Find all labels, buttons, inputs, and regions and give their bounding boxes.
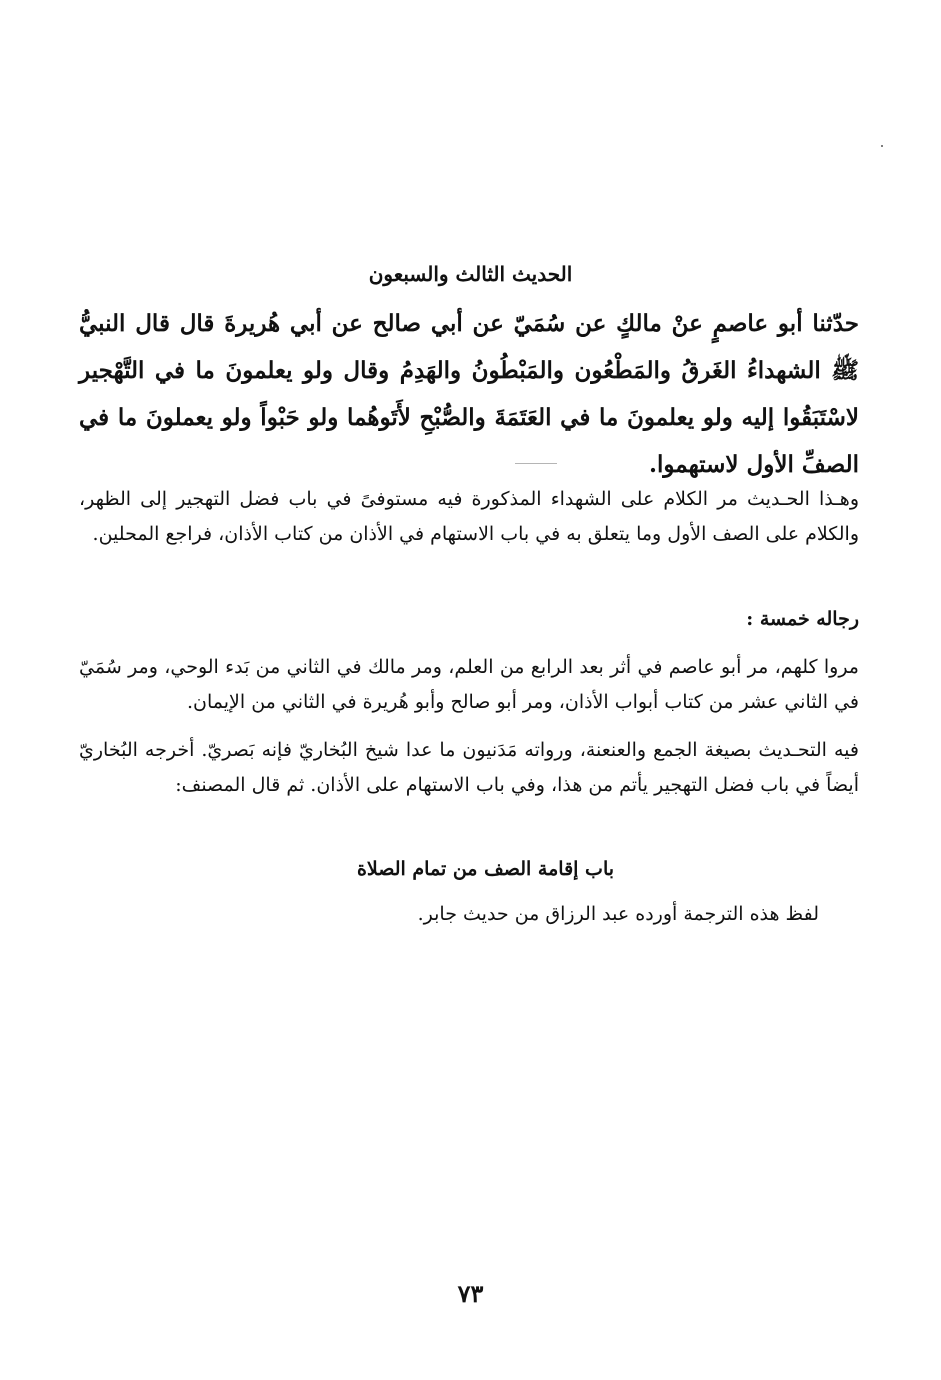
- narrators-section: [79, 650, 859, 720]
- hadith-paragraph: حدّثنا أبو عاصمٍ عنْ مالكٍ عن سُمَيّ عن أبي صالح عن أبي هُريرةَ قال قال النبيُّ ﷺ الشهداءُ الغَرقُ والمَطْعُون والمَبْطُونُ والهَدِمُ وقال ولو يعلمونَ ما في التَّهْجير لاسْتَبَقُوا إليه ولو يعلمونَ ما في العَتَمَةَ والصُّبْحِ لأَتَوهُما ولو حَبْواً ولو يعملونَ ما في الصفِّ الأول لاستهموا.: [79, 310, 859, 478]
- ink-smudge: [515, 463, 557, 464]
- chapter-note: لفظ هذه الترجمة أورده عبد الرزاق من حديث جابر.: [417, 903, 819, 925]
- hadith-title: الحديث الثالث والسبعون: [368, 262, 573, 286]
- narrators-heading: رجاله خمسة :: [746, 608, 859, 630]
- notes-paragraph: فيه التحـديث بصيغة الجمع والعنعنة، ورواته مَدَنيون ما عدا شيخ البُخاريّ فإنه بَصريّ. أخرجه البُخاريّ أيضاً في باب فضل التهجير يأتم من هذا، وفي باب الاستهام على الأذان. ثم قال المصنف:: [79, 739, 859, 796]
- notes-section: [79, 733, 859, 803]
- page-number: ٧٣: [457, 1279, 484, 1308]
- page-speck: [881, 145, 883, 147]
- chapter-title: باب إقامة الصف من تمام الصلاة: [356, 858, 615, 880]
- narrators-paragraph: مروا كلهم، مر أبو عاصم في أثر بعد الرابع من العلم، ومر مالك في الثاني من بَدء الوحي، ومر سُمَيّ في الثاني عشر من كتاب أبواب الأذان، ومر أبو صالح وأبو هُريرة في الثاني من الإيمان.: [79, 656, 859, 713]
- hadith-text: [79, 300, 859, 488]
- commentary-section: [79, 482, 859, 552]
- commentary-paragraph: وهـذا الحـديث مر الكلام على الشهداء المذكورة فيه مستوفىً في باب فضل التهجير إلى الظهر، والكلام على الصف الأول وما يتعلق به في باب الاستهام في الأذان من كتاب الأذان، فراجع المحلين.: [79, 488, 859, 545]
